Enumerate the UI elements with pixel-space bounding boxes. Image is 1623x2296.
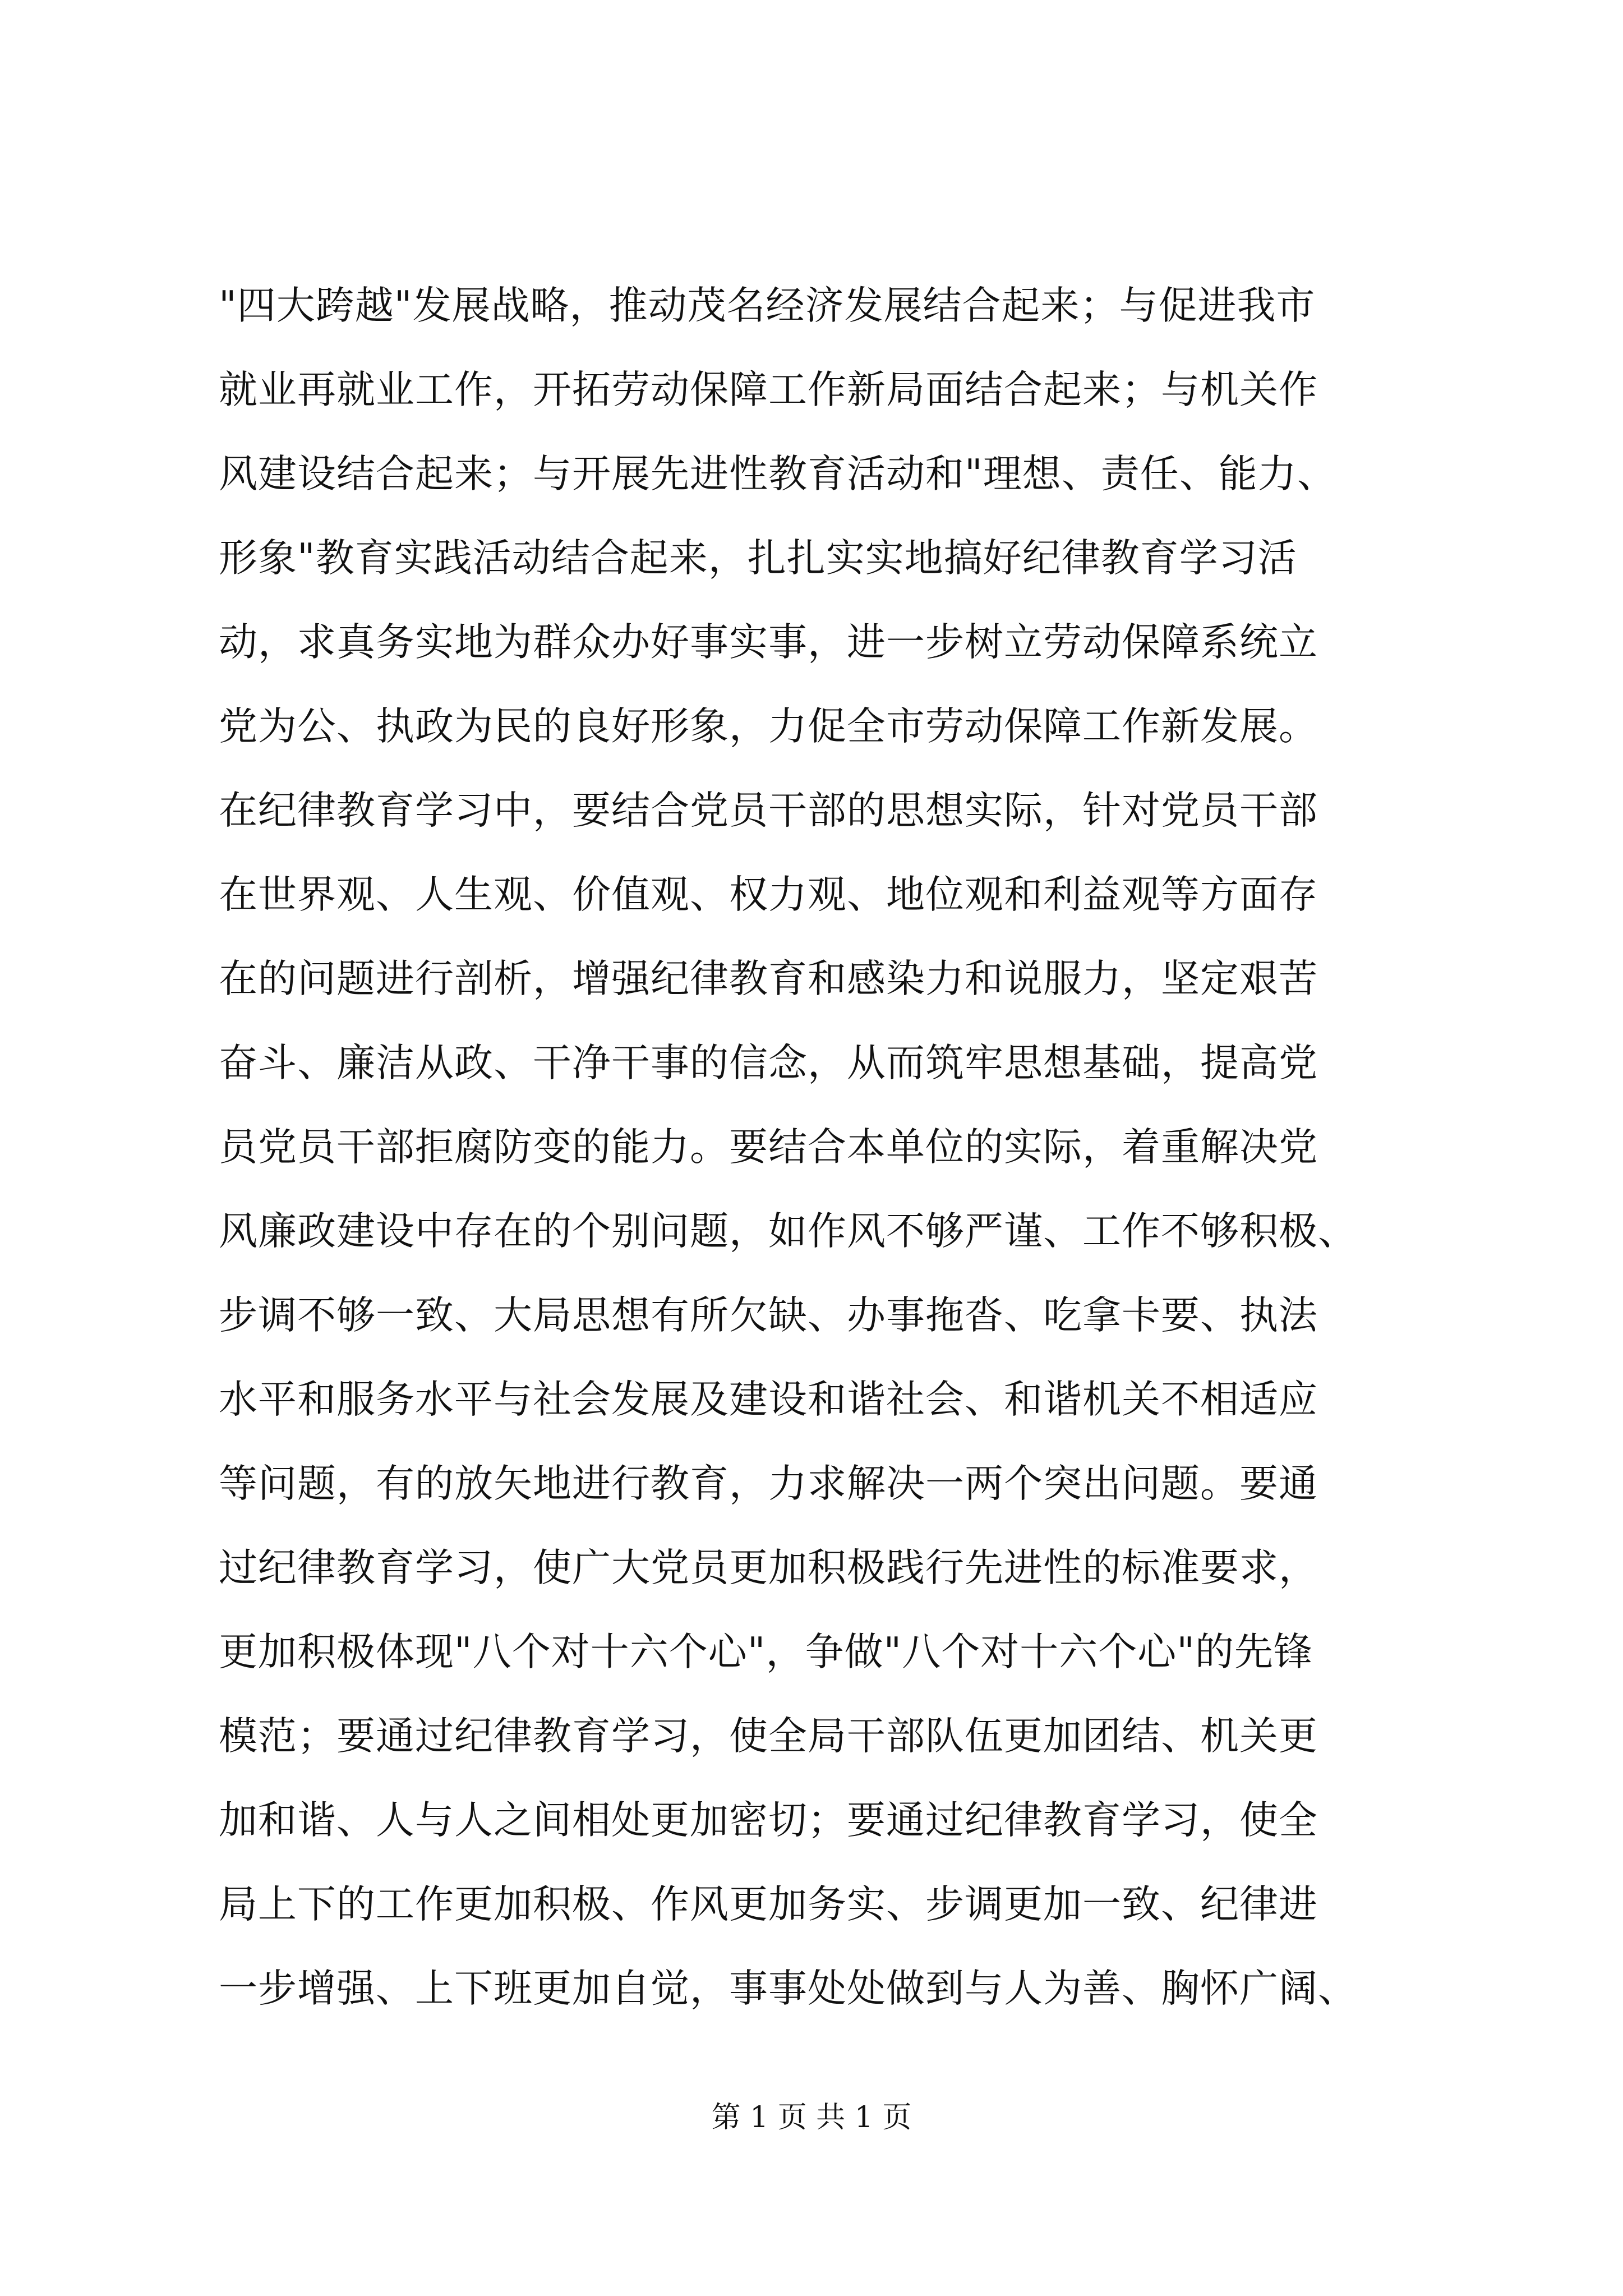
text-line: 水平和服务水平与社会发展及建设和谐社会、和谐机关不相适应 <box>219 1377 1318 1422</box>
text-line: 风廉政建设中存在的个别问题，如作风不够严谨、工作不够积极、 <box>219 1209 1357 1254</box>
text-line: 员党员干部拒腐防变的能力。要结合本单位的实际，着重解决党 <box>219 1125 1318 1170</box>
text-line: 动，求真务实地为群众办好事实事，进一步树立劳动保障系统立 <box>219 620 1318 665</box>
text-line: 过纪律教育学习，使广大党员更加积极践行先进性的标准要求， <box>219 1545 1318 1590</box>
text-line: 等问题，有的放矢地进行教育，力求解决一两个突出问题。要通 <box>219 1461 1318 1506</box>
text-line: 更加积极体现"八个对十六个心"，争做"八个对十六个心"的先锋 <box>219 1630 1313 1674</box>
text-line: 风建设结合起来；与开展先进性教育活动和"理想、责任、能力、 <box>219 452 1336 496</box>
text-line: 奋斗、廉洁从政、干净干事的信念，从而筑牢思想基础，提高党 <box>219 1041 1318 1085</box>
text-line: 在的问题进行剖析，增强纪律教育和感染力和说服力，坚定艰苦 <box>219 956 1318 1001</box>
page-footer: 第 1 页 共 1 页 <box>711 2101 912 2134</box>
text-line: 局上下的工作更加积极、作风更加务实、步调更加一致、纪律进 <box>219 1882 1318 1927</box>
text-line: 党为公、执政为民的良好形象，力促全市劳动保障工作新发展。 <box>219 704 1318 749</box>
text-line: 模范；要通过纪律教育学习，使全局干部队伍更加团结、机关更 <box>219 1714 1318 1759</box>
text-line: "四大跨越"发展战略，推动茂名经济发展结合起来；与促进我市 <box>219 283 1316 328</box>
text-line: 在纪律教育学习中，要结合党员干部的思想实际，针对党员干部 <box>219 788 1318 833</box>
text-line: 一步增强、上下班更加自觉，事事处处做到与人为善、胸怀广阔、 <box>219 1966 1357 2011</box>
text-line: 在世界观、人生观、价值观、权力观、地位观和利益观等方面存 <box>219 872 1318 917</box>
text-line: 就业再就业工作，开拓劳动保障工作新局面结合起来；与机关作 <box>219 367 1318 412</box>
text-line: 形象"教育实践活动结合起来，扎扎实实地搞好纪律教育学习活 <box>219 536 1297 581</box>
body-text <box>219 264 1419 2031</box>
text-line: 步调不够一致、大局思想有所欠缺、办事拖沓、吃拿卡要、执法 <box>219 1293 1318 1338</box>
text-line: 加和谐、人与人之间相处更加密切；要通过纪律教育学习，使全 <box>219 1798 1318 1843</box>
